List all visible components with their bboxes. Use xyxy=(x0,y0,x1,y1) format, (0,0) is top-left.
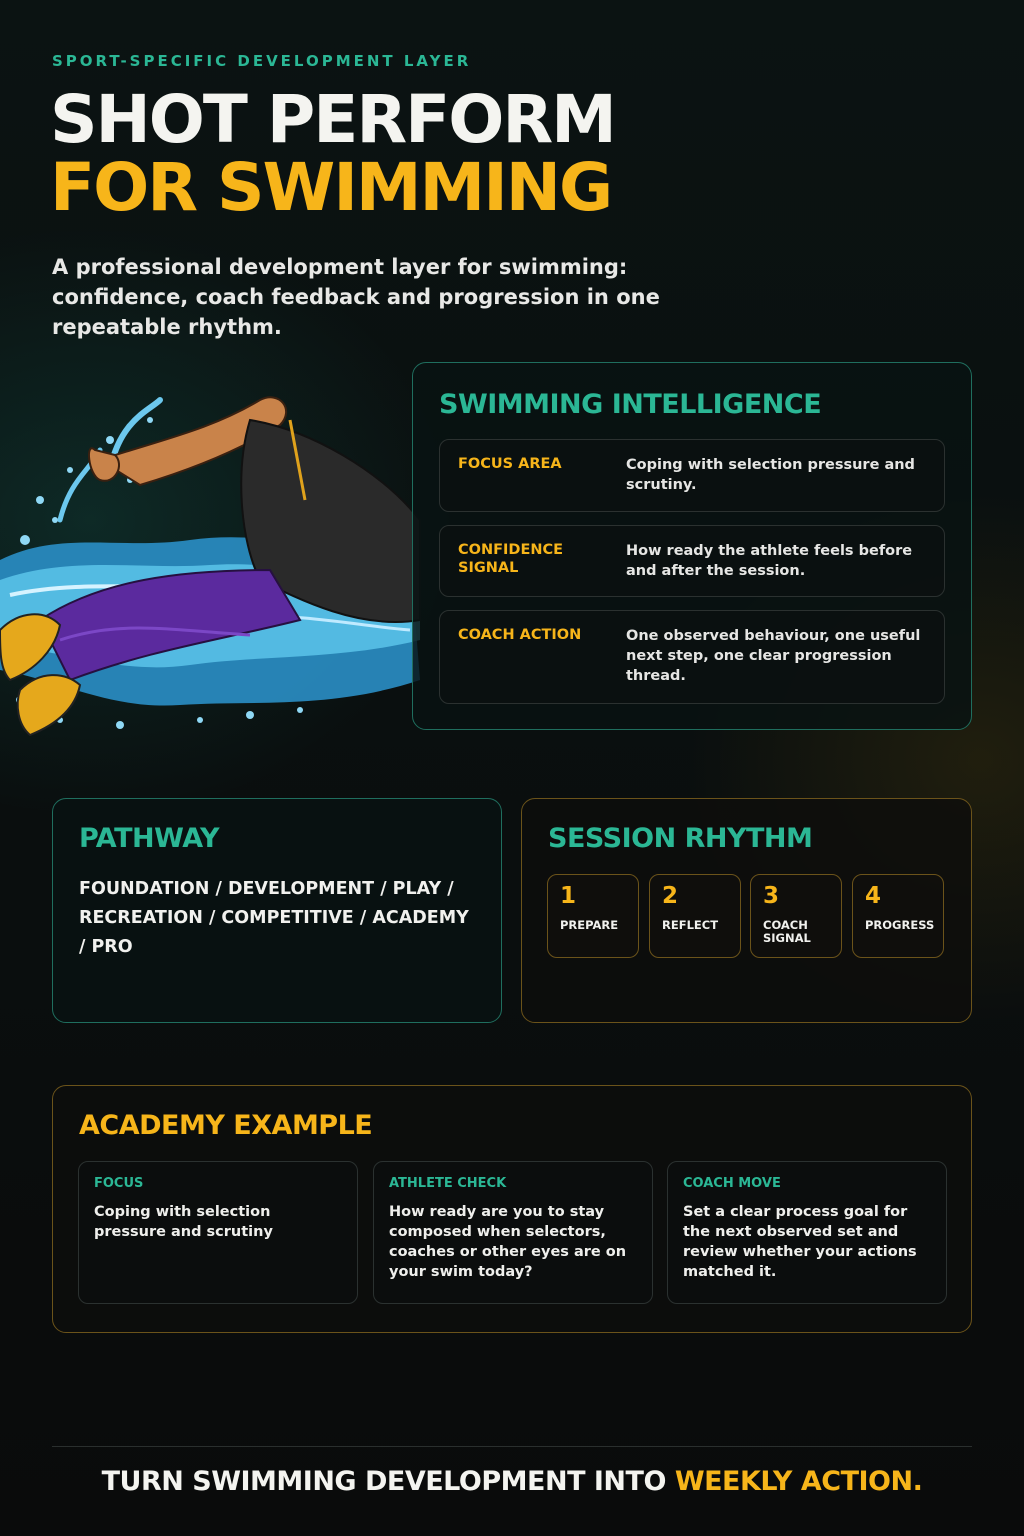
academy-col-value: How ready are you to stay composed when selectors, coaches or other eyes are on your swim today? xyxy=(389,1204,627,1280)
academy-col-focus xyxy=(78,1161,358,1304)
step-number: 1 xyxy=(560,883,577,909)
academy-col-athlete-check xyxy=(373,1161,653,1304)
academy-col-coach-move xyxy=(667,1161,947,1304)
academy-col-label: FOCUS xyxy=(94,1176,144,1191)
footer-tagline xyxy=(0,1466,1024,1497)
pathway-title: PATHWAY xyxy=(79,823,220,854)
eyebrow-label: SPORT-SPECIFIC DEVELOPMENT LAYER xyxy=(52,52,472,70)
step-number: 2 xyxy=(662,883,679,909)
pathway-card xyxy=(52,798,502,1023)
footer-text-accent: WEEKLY ACTION. xyxy=(674,1466,923,1497)
swimmer-illustration xyxy=(0,380,440,760)
step-number: 4 xyxy=(865,883,882,909)
pathway-stages: FOUNDATION / DEVELOPMENT / PLAY / RECREATION / COMPETITIVE / ACADEMY / PRO xyxy=(79,879,469,957)
intelligence-card xyxy=(412,362,972,730)
intel-row-confidence-signal xyxy=(439,525,945,597)
intelligence-title: SWIMMING INTELLIGENCE xyxy=(439,389,822,420)
footer-text-main: TURN SWIMMING DEVELOPMENT INTO xyxy=(101,1466,666,1497)
step-label: PREPARE xyxy=(560,918,619,932)
step-label: PROGRESS xyxy=(865,918,935,932)
title-line-1: SHOT PERFORM xyxy=(50,81,615,158)
session-rhythm-card xyxy=(521,798,972,1023)
rhythm-step-coach-signal xyxy=(750,874,842,958)
intel-row-value: One observed behaviour, one useful next step, one clear progression thread. xyxy=(626,628,921,684)
rhythm-step-progress xyxy=(852,874,944,958)
step-number: 3 xyxy=(763,883,780,909)
step-label: REFLECT xyxy=(662,918,719,932)
academy-col-value: Coping with selection pressure and scrutiny xyxy=(94,1204,273,1240)
step-label: COACH SIGNAL xyxy=(763,918,811,945)
session-rhythm-title: SESSION RHYTHM xyxy=(548,823,813,854)
rhythm-step-prepare xyxy=(547,874,639,958)
title-line-2: FOR SWIMMING xyxy=(50,149,612,226)
intel-row-label: FOCUS AREA xyxy=(458,456,562,472)
intel-row-value: How ready the athlete feels before and after the session. xyxy=(626,543,913,579)
academy-title: ACADEMY EXAMPLE xyxy=(79,1110,373,1141)
academy-col-label: COACH MOVE xyxy=(683,1176,781,1191)
page-title xyxy=(50,81,615,226)
academy-example-card xyxy=(52,1085,972,1333)
intel-row-coach-action xyxy=(439,610,945,704)
rhythm-step-reflect xyxy=(649,874,741,958)
intel-row-label: CONFIDENCE SIGNAL xyxy=(458,542,564,576)
academy-col-value: Set a clear process goal for the next observed set and review whether your actions matched it. xyxy=(683,1204,917,1280)
footer-divider xyxy=(52,1446,972,1447)
intel-row-focus-area xyxy=(439,439,945,512)
academy-col-label: ATHLETE CHECK xyxy=(389,1176,507,1191)
intel-row-value: Coping with selection pressure and scrutiny. xyxy=(626,457,915,493)
intel-row-label: COACH ACTION xyxy=(458,627,582,643)
intro-text: A professional development layer for swimming: confidence, coach feedback and progression in one repeatable rhythm. xyxy=(52,255,660,339)
